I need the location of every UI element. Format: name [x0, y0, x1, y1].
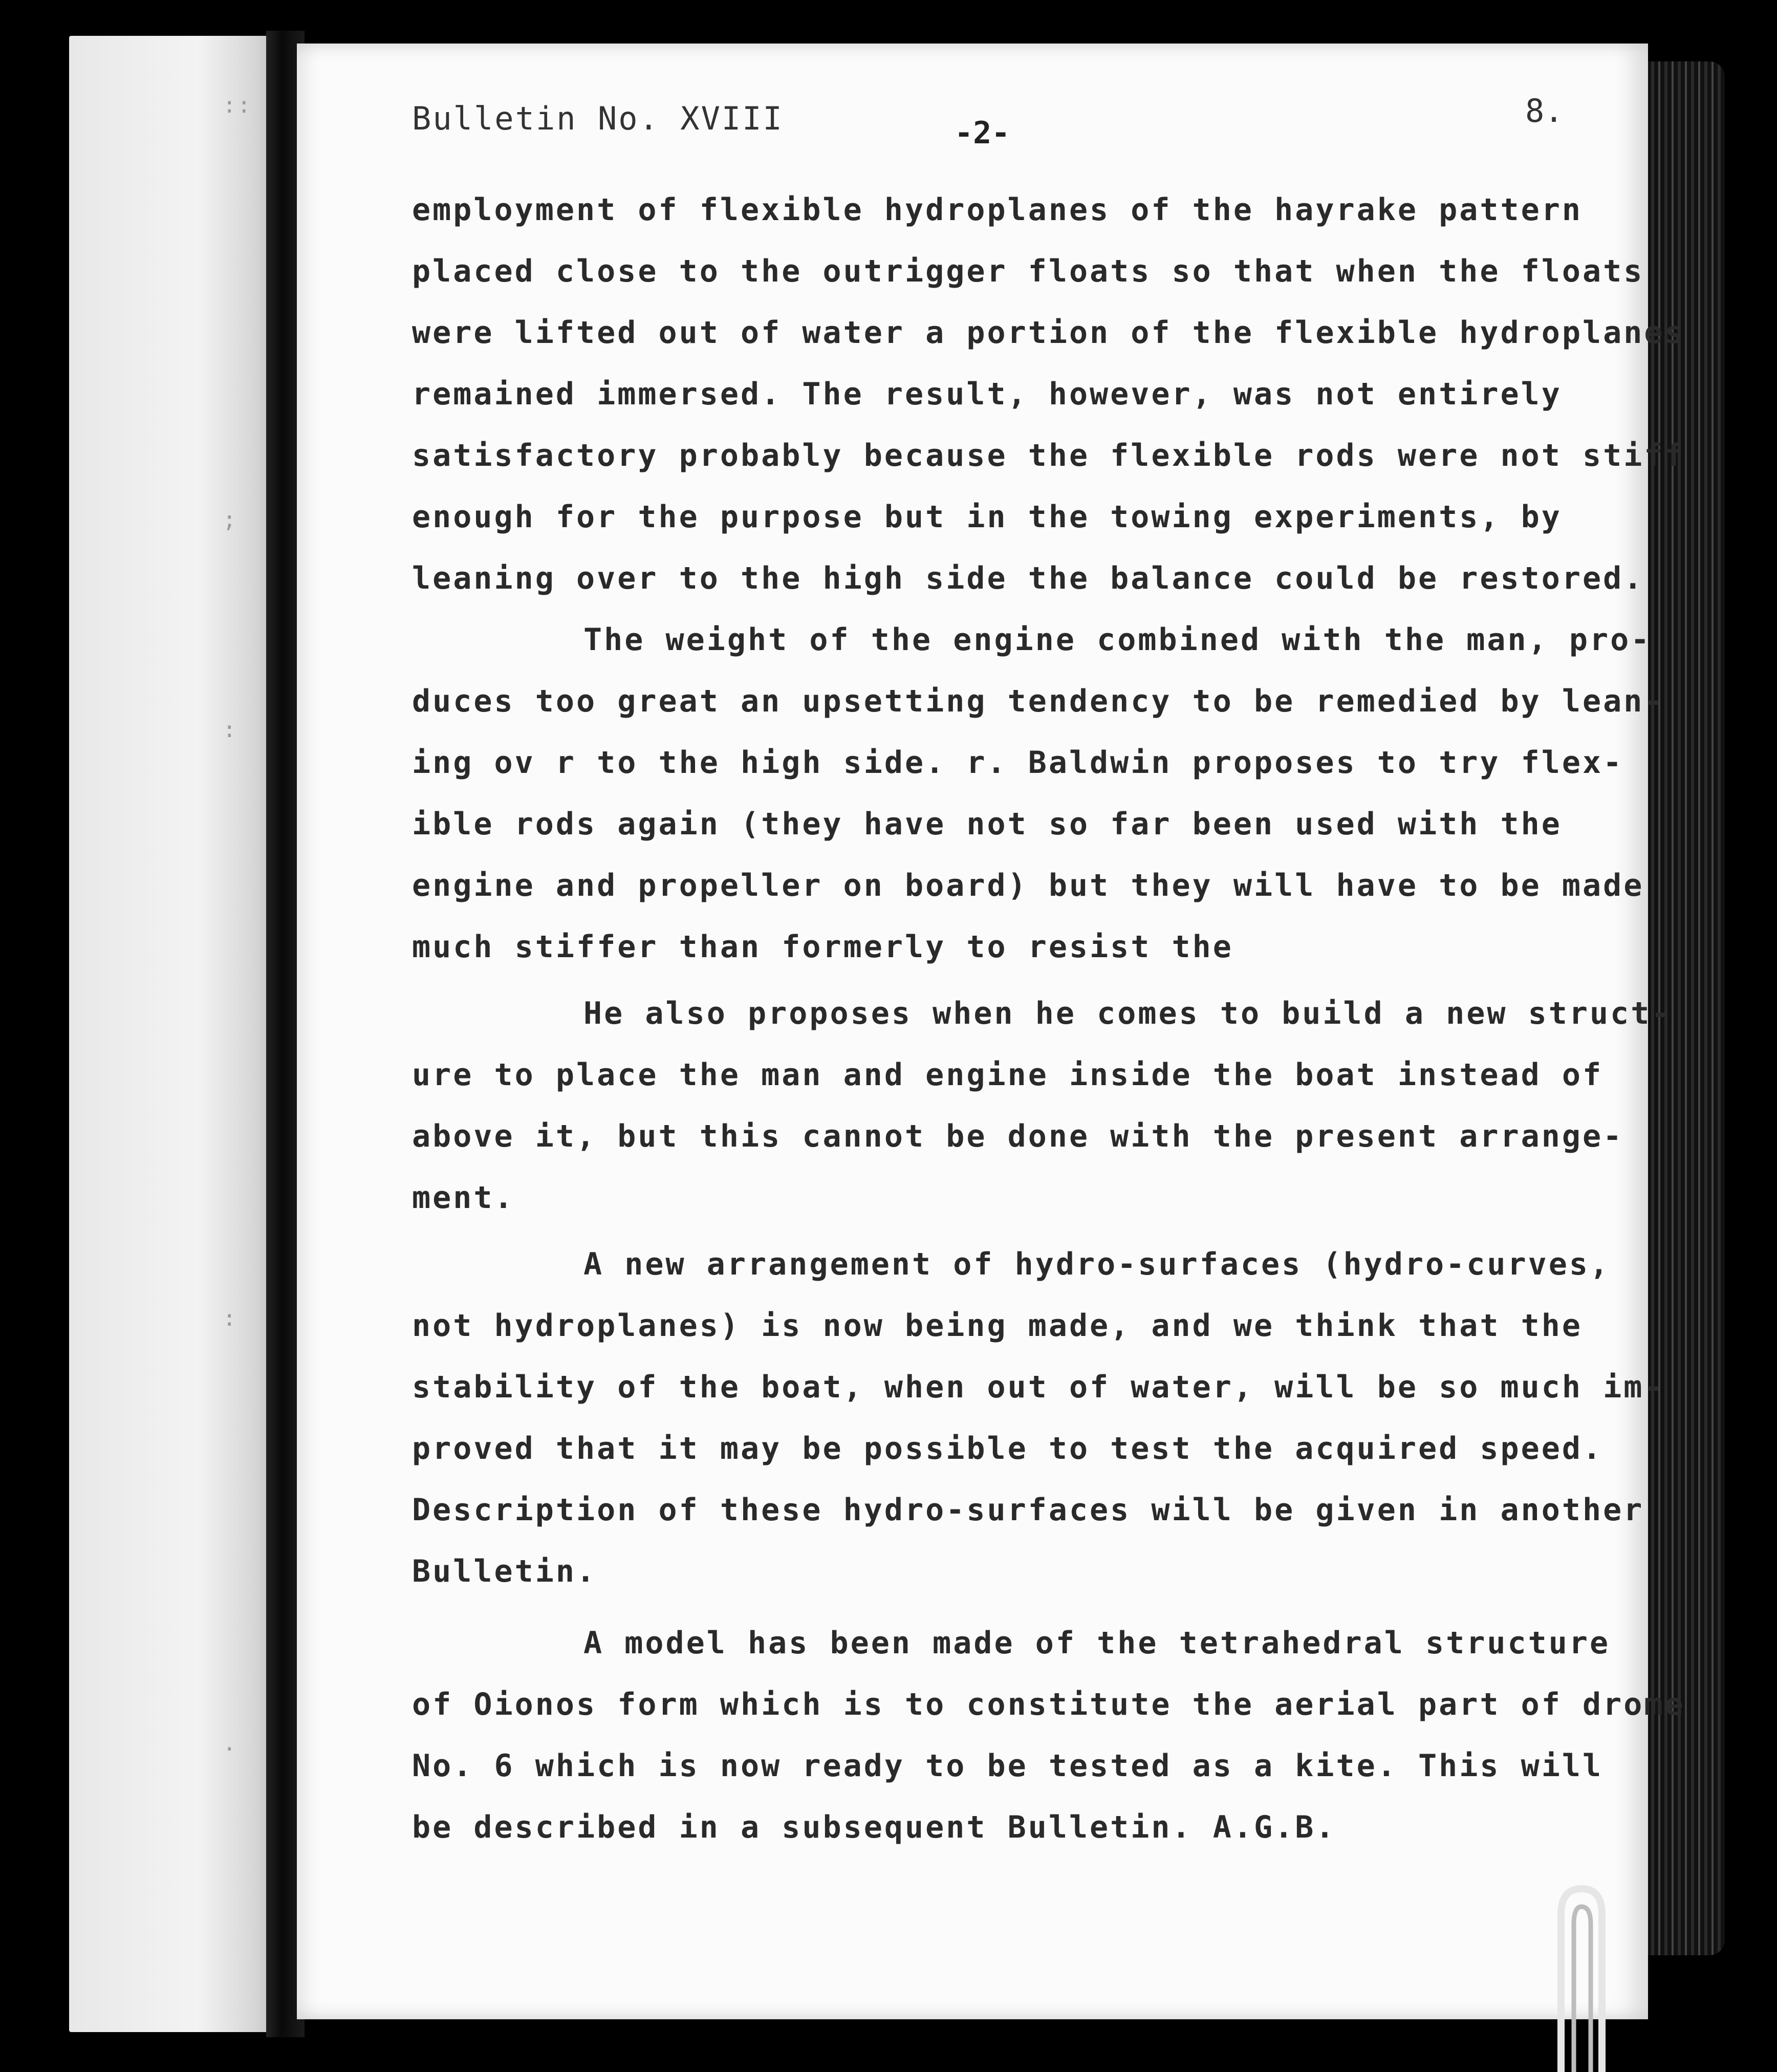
- text-line: Description of these hydro-surfaces will be given in another: [412, 1492, 1644, 1528]
- text-line: were lifted out of water a portion of the flexible hydroplanes: [412, 315, 1685, 351]
- text-line: of Oionos form which is to constitute the aerial part of drome: [412, 1687, 1685, 1722]
- text-line: Bulletin.: [412, 1553, 597, 1589]
- text-line: No. 6 which is now ready to be tested as a kite. This will: [412, 1748, 1603, 1784]
- text-line: employment of flexible hydroplanes of the hayrake pattern: [412, 192, 1583, 228]
- page-marker: -2-: [955, 115, 1010, 151]
- text-line: be described in a subsequent Bulletin. A.G.B.: [412, 1809, 1336, 1845]
- bulletin-number: Bulletin No. XVIII: [412, 100, 784, 137]
- paper-clip-icon: [1551, 1884, 1612, 2072]
- text-line: placed close to the outrigger floats so that when the floats: [412, 253, 1644, 289]
- text-line: enough for the purpose but in the towing experiments, by: [412, 499, 1562, 535]
- text-line: ing ov r to the high side. r. Baldwin proposes to try flex-: [412, 745, 1624, 781]
- bleed-through-fragment: :: [223, 1305, 237, 1331]
- text-line: leaning over to the high side the balance could be restored.: [412, 560, 1644, 596]
- adjacent-page-edge: [69, 36, 284, 2032]
- text-line: A model has been made of the tetrahedral structure: [583, 1625, 1611, 1661]
- bleed-through-fragment: ;: [223, 507, 237, 533]
- text-line: engine and propeller on board) but they will have to be made: [412, 868, 1644, 903]
- text-line: A new arrangement of hydro-surfaces (hydro-curves,: [583, 1246, 1611, 1282]
- text-line: duces too great an upsetting tendency to be remedied by lean-: [412, 683, 1665, 719]
- bleed-through-fragment: .: [223, 1730, 237, 1756]
- text-line: above it, but this cannot be done with the present arrange-: [412, 1118, 1624, 1154]
- text-line: remained immersed. The result, however, was not entirely: [412, 376, 1562, 412]
- text-line: ible rods again (they have not so far been used with the: [412, 806, 1562, 842]
- bleed-through-fragment: ::: [223, 92, 252, 118]
- bleed-through-fragment: :: [223, 717, 237, 743]
- text-line: He also proposes when he comes to build a new struct-: [583, 996, 1672, 1031]
- text-line: satisfactory probably because the flexible rods were not stiff: [412, 438, 1685, 473]
- folio-number: 8.: [1525, 92, 1564, 130]
- text-line: proved that it may be possible to test the acquired speed.: [412, 1431, 1603, 1466]
- text-line: ment.: [412, 1180, 515, 1216]
- typed-page: [297, 44, 1685, 2019]
- text-line: ure to place the man and engine inside the boat instead of: [412, 1057, 1603, 1093]
- text-line: much stiffer than formerly to resist the: [412, 929, 1233, 965]
- text-line: not hydroplanes) is now being made, and we think that the: [412, 1308, 1583, 1344]
- text-line: stability of the boat, when out of water, will be so much im-: [412, 1369, 1665, 1405]
- text-line: The weight of the engine combined with the man, pro-: [583, 622, 1652, 658]
